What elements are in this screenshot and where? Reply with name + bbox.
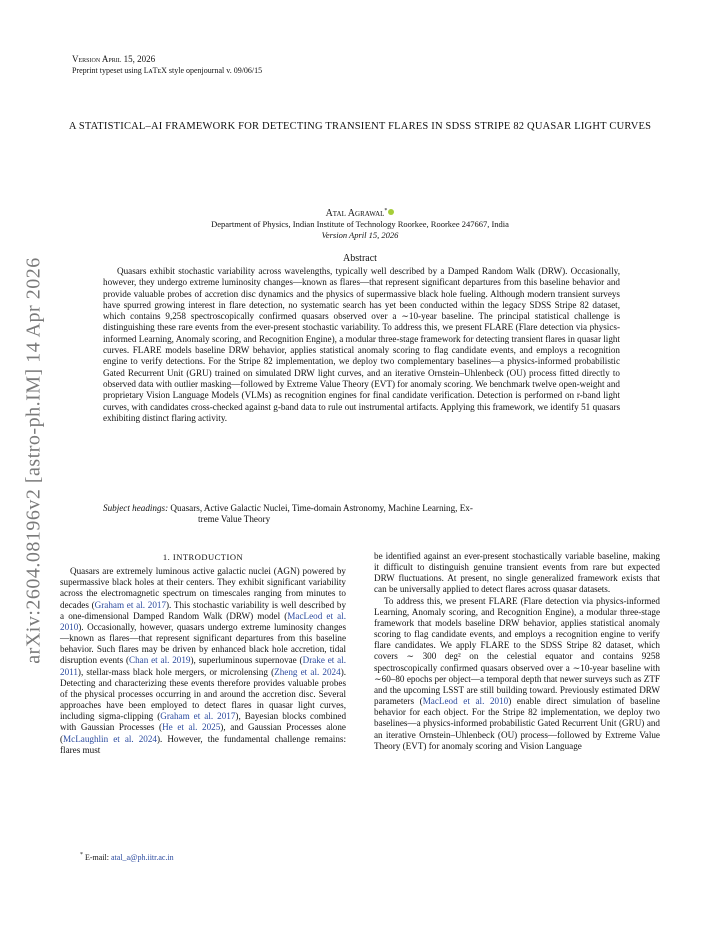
preprint-line: Preprint typeset using LᴀTᴇX style openjournal v. 09/06/15 [72, 66, 263, 75]
footnote-marker: * [80, 852, 83, 858]
citation-link[interactable]: Zheng et al. 2024 [274, 666, 341, 677]
subject-headings-label: Subject headings: [103, 503, 169, 513]
author-footnote-marker: * [384, 208, 388, 214]
citation-link[interactable]: Graham et al. 2017 [160, 711, 236, 722]
text-span: Quasars are extremely luminous active galactic nuclei (AGN) powered by supermassive black holes at their centers. They exhibit significant variability across the electromagnetic spectrum on timescales ranging from minutes to decades ( [60, 566, 346, 610]
section-heading-introduction: 1. INTRODUCTION [162, 552, 244, 562]
text-span: To address this, we present FLARE (Flare detection via physics-informed Learning, Anomaly scoring, and Recognition Engine), a modular three-stage framework that models baseline DRW behavior, applies statistical anomaly scoring to flag candidate events, and employs a recognition engine to verify flare candidates. We apply FLARE to the SDSS Stripe 82 dataset, which covers ∼ 300 deg² on the celestial equator and contains 9258 spectroscopically confirmed quasars observed over a ∼10-year baseline with ∼60–80 epochs per object—a temporal depth that newer surveys such as ZTF and the upcoming LSST are still building toward. Previously estimated DRW parameters ( [374, 595, 660, 707]
text-span: ). However, the fundamental challenge remains: flares must [60, 733, 346, 755]
abstract-heading: Abstract [343, 253, 377, 264]
version-line: Version April 15, 2026 [72, 54, 156, 64]
text-span: ). Occasionally, however, quasars undergo extreme luminosity changes—known as flares—that represent significant departures from this baseline behavior. Such flares may be driven by enhanced black hole accretion, tidal disruption events ( [60, 621, 346, 666]
citation-link[interactable]: McLaughlin et al. 2024 [63, 733, 157, 744]
intro-paragraph-1 [60, 566, 346, 756]
citation-link[interactable]: MacLeod et al. 2010 [60, 610, 346, 632]
subject-headings-line-1: Quasars, Active Galactic Nuclei, Time-domain Astronomy, Machine Learning, Ex- [170, 503, 473, 513]
intro-paragraph-continued: be identified against an ever-present stochastically variable baseline, making it difficult to distinguish genuine transient events from rare but expected DRW fluctuations. At present, no single generalized framework exists that can be universally applied to detect flares across quasar datasets. [374, 551, 660, 595]
text-span: ) enable direct simulation of baseline behavior for each object. For the Stripe 82 implementation, we deploy two baselines—a physics-informed probabilistic Gated Recurrent Unit (GRU) and an iterative Ornstein–Uhlenbeck (OU) process—followed by Extreme Value Theory (EVT) for anomaly scoring and Vision Language [374, 696, 660, 751]
subject-headings-line-2: treme Value Theory [198, 514, 271, 525]
author-affiliation: Department of Physics, Indian Institute of Technology Roorkee, Roorkee 247667, India [211, 219, 509, 229]
column-right [374, 551, 660, 752]
text-span: ), stellar-mass black hole mergers, or microlensing ( [77, 666, 275, 677]
text-span: ). Detecting and characterizing these events therefore provides valuable probes of the physical processes occurring in and around the accretion disc. Several approaches have been employed to detect flares in quasar light curves, including sigma-clipping ( [60, 666, 347, 722]
preprint-header [72, 54, 262, 76]
column-left [60, 552, 346, 756]
abstract-text: Quasars exhibit stochastic variability across wavelengths, typically well described by a Damped Random Walk (DRW). Occasionally, however, they undergo extreme luminosity changes—known as flares—that represent significant departures from this baseline behavior and provide valuable probes of accretion disc dynamics and the physics of supermassive black hole fueling. Although modern transient surveys have spurred growing interest in flare detection, no systematic search has yet been conducted within the legacy SDSS Stripe 82 dataset, which contains 9,258 spectroscopically confirmed quasars observed over a ∼10-year baseline. The principal statistical challenge is distinguishing these rare events from the ever-present stochastic variability. To address this, we present FLARE (Flare detection via physics-informed Learning, Anomaly scoring, and Recognition Engine), a modular three-stage framework for detecting transient flares in quasar light curves. FLARE models baseline DRW behavior, applies statistical anomaly scoring to flag candidate events, and employs a recognition engine to verify detections. For the Stripe 82 implementation, we deploy two complementary baselines—a physics-informed probabilistic Gated Recurrent Unit (GRU) trained on simulated DRW light curves, and an iterative Ornstein–Uhlenbeck (OU) process fitted directly to observed data with outlier masking—followed by Extreme Value Theory (EVT) for anomaly scoring. We benchmark twelve open-weight and proprietary Vision Language Models (VLMs) as recognition engines for final candidate verification. Detection is performed on r-band light curves, with candidates cross-checked against g-band data to rule out instrumental artifacts. Applying this framework, we identify 51 quasars exhibiting distinct flaring activity. [103, 266, 620, 423]
citation-link[interactable]: MacLeod et al. 2010 [422, 696, 509, 707]
paper-date: Version April 15, 2026 [321, 230, 399, 240]
text-span: ). This stochastic variability is well described by a one-dimensional Damped Random Walk (DRW) model ( [60, 599, 347, 621]
orcid-icon[interactable] [388, 209, 394, 215]
intro-paragraph-2 [374, 596, 660, 752]
author-block [60, 206, 660, 241]
text-span: ), Bayesian blocks combined with Gaussian Processes ( [60, 711, 347, 733]
text-span: ), superluminous supernovae ( [190, 655, 303, 666]
subject-headings [103, 503, 620, 526]
paper-title: A STATISTICAL–AI FRAMEWORK FOR DETECTING TRANSIENT FLARES IN SDSS STRIPE 82 QUASAR LIGHT CURVES [68, 121, 652, 132]
text-span: ), and Gaussian Processes alone ( [60, 722, 346, 744]
footnote-label: E-mail: [85, 853, 111, 862]
citation-link[interactable]: Chan et al. 2019 [129, 655, 191, 666]
author-name: Atal Agrawal [325, 208, 385, 219]
arxiv-sidebar-stamp [4, 230, 64, 690]
citation-link[interactable]: Drake et al. 2011 [60, 655, 347, 677]
citation-link[interactable]: He et al. 2025 [162, 722, 221, 733]
email-link[interactable]: atal_a@ph.iitr.ac.in [111, 853, 174, 862]
arxiv-identifier: arXiv:2604.08196v2 [astro-ph.IM] 14 Apr 2026 [22, 256, 45, 664]
citation-link[interactable]: Graham et al. 2017 [94, 599, 167, 610]
author-footnote [80, 852, 174, 862]
